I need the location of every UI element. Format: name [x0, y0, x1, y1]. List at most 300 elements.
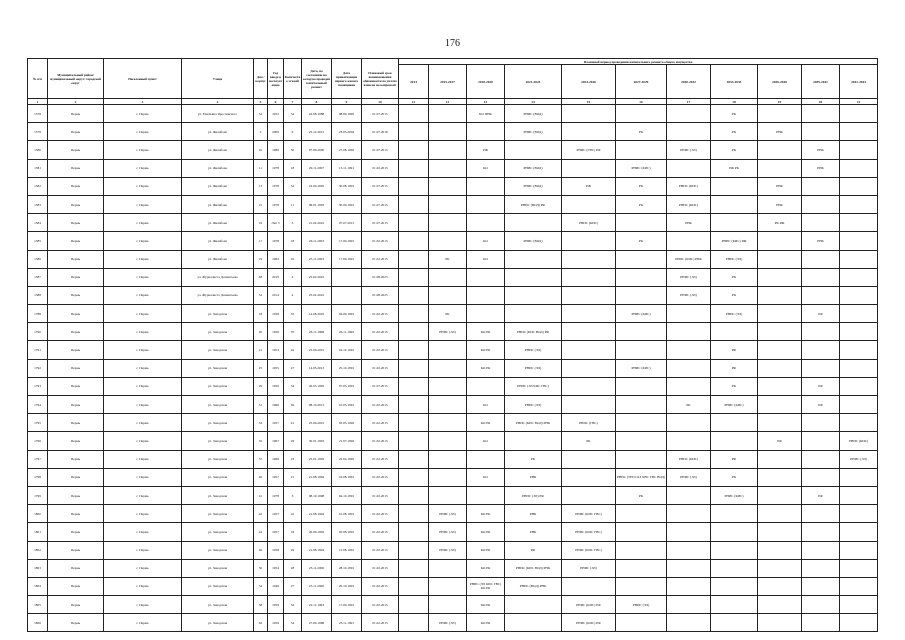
table-cell: РК: [711, 105, 758, 123]
table-cell: [429, 232, 467, 250]
table-cell: РК РЖ: [758, 214, 802, 232]
table-cell: [840, 232, 878, 250]
table-row: [28, 577, 878, 595]
table-cell: г. Пермь: [104, 559, 182, 577]
table-cell: 01.02.2015: [362, 596, 399, 614]
table-cell: 27.09.1998: [302, 614, 332, 632]
table-cell: Пермь: [48, 123, 104, 141]
table-cell: РНК: [802, 141, 840, 159]
table-cell: КО РК: [467, 614, 505, 632]
table-cell: 1379: [28, 123, 48, 141]
table-cell: 1387: [28, 268, 48, 286]
table-cell: [467, 177, 505, 195]
table-cell: [429, 123, 467, 141]
table-cell: ул. Журналиста Дементьева: [182, 286, 254, 304]
table-cell: [802, 577, 840, 595]
table-cell: [505, 286, 562, 304]
table-cell: РНИС (ГВС): [562, 414, 616, 432]
table-cell: г. Пермь: [104, 541, 182, 559]
table-cell: РНИС (ЭЛ): [429, 614, 467, 632]
table-cell: 54: [254, 577, 268, 595]
table-cell: Пермь: [48, 159, 104, 177]
table-cell: Пермь: [48, 105, 104, 123]
table-cell: 1380: [28, 141, 48, 159]
table-cell: 21: [284, 468, 302, 486]
table-cell: 1794: [28, 396, 48, 414]
table-cell: 30.09.1991: [332, 195, 362, 213]
column-number: 2: [48, 99, 104, 105]
table-cell: [840, 305, 878, 323]
table-cell: [758, 450, 802, 468]
table-cell: ул. Желябова: [182, 195, 254, 213]
table-cell: РНИС (КИС ВОД) РФ: [505, 323, 562, 341]
table-cell: РК: [616, 232, 667, 250]
table-cell: 1381: [28, 159, 48, 177]
table-cell: [802, 323, 840, 341]
table-row: [28, 396, 878, 414]
table-cell: [667, 377, 711, 395]
table-cell: [399, 286, 429, 304]
table-cell: 48: [254, 268, 268, 286]
table-row: [28, 523, 878, 541]
table-cell: 42: [254, 505, 268, 523]
table-cell: [802, 432, 840, 450]
table-cell: [616, 250, 667, 268]
table-cell: РНИС (КИС): [667, 177, 711, 195]
table-cell: РНИС (ВОД): [505, 177, 562, 195]
table-cell: 1805: [28, 596, 48, 614]
table-cell: [562, 377, 616, 395]
table-cell: КО: [467, 159, 505, 177]
table-cell: 1955: [268, 359, 284, 377]
table-cell: 07.07.2013: [332, 214, 362, 232]
table-cell: РК: [616, 195, 667, 213]
table-cell: КО ПНК: [467, 105, 505, 123]
table-cell: 01.08.2023: [362, 268, 399, 286]
table-cell: 15.11.1991: [332, 159, 362, 177]
header-planned-term: Плановый срок возникновения обязанности по уплате взносов на капремонт: [362, 59, 399, 99]
table-cell: 1382: [28, 177, 48, 195]
table-cell: 32: [284, 596, 302, 614]
table-row: [28, 450, 878, 468]
table-cell: РНИС (КИС): [616, 159, 667, 177]
table-cell: КО: [467, 250, 505, 268]
table-cell: 27.08.1992: [332, 141, 362, 159]
table-cell: 1797: [28, 450, 48, 468]
table-cell: ул. Заводская: [182, 305, 254, 323]
table-cell: [505, 432, 562, 450]
table-cell: РФ: [802, 377, 840, 395]
table-cell: РНИС (ГВС) РФ: [562, 141, 616, 159]
table-cell: Пермь: [48, 559, 104, 577]
column-number: 17: [667, 99, 711, 105]
table-cell: РК: [616, 486, 667, 504]
column-number: 5: [254, 99, 268, 105]
table-cell: [562, 577, 616, 595]
table-cell: 01.07.2015: [362, 377, 399, 395]
table-cell: РНИС (ЭЛ): [429, 323, 467, 341]
table-cell: [802, 359, 840, 377]
table-cell: 09.01.1993: [302, 195, 332, 213]
table-cell: [562, 232, 616, 250]
table-cell: [399, 268, 429, 286]
table-cell: Пермь: [48, 250, 104, 268]
table-cell: 20.05.1995: [302, 377, 332, 395]
table-cell: 1788: [28, 305, 48, 323]
table-cell: 32: [254, 105, 268, 123]
table-cell: Пермь: [48, 214, 104, 232]
table-row: [28, 377, 878, 395]
table-cell: 1790: [28, 323, 48, 341]
table-row: [28, 323, 878, 341]
table-cell: РК: [616, 177, 667, 195]
period-2018-2020: 2018-2020: [467, 65, 505, 99]
table-cell: 45: [284, 250, 302, 268]
table-cell: [667, 577, 711, 595]
table-cell: 29.11.2007: [302, 159, 332, 177]
table-cell: Пермь: [48, 486, 104, 504]
table-cell: [711, 577, 758, 595]
table-cell: 1957: [268, 414, 284, 432]
table-cell: ул. Заводская: [182, 577, 254, 595]
table-cell: 1956: [268, 323, 284, 341]
table-cell: [562, 123, 616, 141]
table-cell: 29: [284, 541, 302, 559]
table-cell: 4: [284, 268, 302, 286]
column-number: 12: [429, 99, 467, 105]
table-cell: [711, 596, 758, 614]
table-cell: [562, 450, 616, 468]
table-cell: 25.10.1991: [332, 359, 362, 377]
table-cell: [758, 614, 802, 632]
table-cell: ул. Заводская: [182, 341, 254, 359]
table-cell: 01.02.2015: [362, 468, 399, 486]
table-cell: 01.07.2015: [362, 195, 399, 213]
table-cell: [758, 541, 802, 559]
table-cell: РНИС (ЭЛ) РФ: [505, 486, 562, 504]
table-cell: [562, 105, 616, 123]
table-cell: [667, 559, 711, 577]
table-cell: [505, 250, 562, 268]
column-number: 21: [840, 99, 878, 105]
table-cell: [429, 559, 467, 577]
table-cell: [758, 250, 802, 268]
table-cell: 54: [284, 614, 302, 632]
table-cell: 9: [284, 123, 302, 141]
table-cell: [399, 432, 429, 450]
table-cell: [616, 414, 667, 432]
table-cell: 3: [254, 123, 268, 141]
table-cell: 20.10.1991: [332, 577, 362, 595]
table-cell: 41: [284, 414, 302, 432]
table-cell: [467, 450, 505, 468]
table-cell: [758, 396, 802, 414]
table-cell: 35: [254, 432, 268, 450]
table-cell: 25.11.2003: [302, 250, 332, 268]
header-floors: Количество этажей: [284, 59, 302, 99]
table-cell: 17.09.1991: [332, 250, 362, 268]
table-cell: [467, 486, 505, 504]
table-cell: [429, 177, 467, 195]
column-number: 19: [758, 99, 802, 105]
table-cell: 62: [254, 614, 268, 632]
table-cell: РНК: [505, 523, 562, 541]
period-2033-2035: 2033-2035: [711, 65, 758, 99]
table-cell: [758, 523, 802, 541]
table-cell: 1957: [268, 468, 284, 486]
table-cell: Пермь: [48, 432, 104, 450]
period-2036-2038: 2036-2038: [758, 65, 802, 99]
table-cell: РНИС (ЭЛ): [505, 359, 562, 377]
table-cell: ул. Желябова: [182, 232, 254, 250]
table-cell: 23.03.2004: [332, 123, 362, 141]
table-cell: КО РК: [467, 359, 505, 377]
table-cell: РНИС (ЭЛ): [667, 268, 711, 286]
table-cell: РНИС (ЭЛ): [429, 541, 467, 559]
column-number: 8: [302, 99, 332, 105]
table-row: [28, 159, 878, 177]
table-cell: 04.10.1991: [332, 486, 362, 504]
table-cell: [399, 614, 429, 632]
table-row: [28, 195, 878, 213]
table-cell: [467, 195, 505, 213]
table-cell: 25.11.2000: [302, 577, 332, 595]
column-number: 18: [711, 99, 758, 105]
table-cell: 1801: [28, 523, 48, 541]
table-cell: 1804: [28, 577, 48, 595]
table-cell: ул. Заводская: [182, 377, 254, 395]
table-cell: [399, 159, 429, 177]
table-cell: [562, 486, 616, 504]
table-cell: РК: [711, 268, 758, 286]
table-cell: [399, 523, 429, 541]
table-cell: [616, 341, 667, 359]
table-cell: [758, 232, 802, 250]
table-cell: [711, 559, 758, 577]
table-cell: ул. Заводская: [182, 396, 254, 414]
table-cell: 16.12.1991: [332, 341, 362, 359]
table-cell: [758, 105, 802, 123]
table-cell: [758, 141, 802, 159]
table-cell: [667, 341, 711, 359]
table-cell: [616, 432, 667, 450]
table-cell: РНК: [758, 123, 802, 141]
table-cell: Пермь: [48, 468, 104, 486]
table-row: [28, 432, 878, 450]
table-row: [28, 505, 878, 523]
table-cell: Пермь: [48, 195, 104, 213]
table-cell: 1388: [28, 286, 48, 304]
table-cell: ул. Емельяна Ярославского: [182, 105, 254, 123]
table-cell: [562, 286, 616, 304]
column-number: 16: [616, 99, 667, 105]
table-cell: РНИС (ЭЛ): [616, 596, 667, 614]
table-cell: 16: [254, 214, 268, 232]
table-cell: 28.10.1991: [332, 559, 362, 577]
table-cell: РНИС (КИС) РЖ: [711, 232, 758, 250]
table-cell: Пермь: [48, 614, 104, 632]
table-cell: [667, 596, 711, 614]
table-cell: РНИС (ВОД) РФ: [505, 195, 562, 213]
table-cell: [802, 505, 840, 523]
table-cell: г. Пермь: [104, 268, 182, 286]
table-cell: ул. Заводская: [182, 414, 254, 432]
table-cell: [758, 359, 802, 377]
table-cell: [429, 450, 467, 468]
table-cell: Пермь: [48, 286, 104, 304]
table-cell: 1978: [268, 177, 284, 195]
table-cell: 14.05.2013: [302, 359, 332, 377]
table-cell: РНИС (ТЕП ГАЗ ХВС ГВС ВОД): [616, 468, 667, 486]
table-cell: [429, 268, 467, 286]
table-cell: РФ: [711, 359, 758, 377]
table-cell: Пермь: [48, 396, 104, 414]
header-street: Улица: [182, 59, 254, 99]
table-cell: [505, 214, 562, 232]
table-cell: 52: [254, 286, 268, 304]
table-cell: 1980: [268, 141, 284, 159]
table-cell: 31: [254, 396, 268, 414]
table-cell: [840, 559, 878, 577]
table-cell: [616, 105, 667, 123]
table-cell: г. Пермь: [104, 450, 182, 468]
table-row: [28, 359, 878, 377]
table-cell: 11: [284, 195, 302, 213]
table-cell: 03.03.1992: [332, 414, 362, 432]
table-cell: [667, 432, 711, 450]
table-cell: ул. Желябова: [182, 214, 254, 232]
table-cell: [711, 214, 758, 232]
table-cell: ул. Желябова: [182, 177, 254, 195]
table-cell: ул. Заводская: [182, 614, 254, 632]
table-cell: [840, 396, 878, 414]
table-cell: [562, 159, 616, 177]
table-cell: 22.04.1992: [332, 450, 362, 468]
table-cell: 27: [284, 577, 302, 595]
header-year-built: Год ввода в эксплуатацию: [268, 59, 284, 99]
table-cell: РНИС (КИС ГВС): [562, 541, 616, 559]
column-number: 6: [268, 99, 284, 105]
table-cell: 1958: [268, 305, 284, 323]
table-row: [28, 268, 878, 286]
table-cell: РНИС (КИС ВОД) РНК: [505, 559, 562, 577]
table-cell: г. Пермь: [104, 177, 182, 195]
table-cell: [505, 614, 562, 632]
table-cell: [840, 286, 878, 304]
column-number: 13: [467, 99, 505, 105]
table-row: [28, 559, 878, 577]
table-cell: 01.02.2015: [362, 250, 399, 268]
table-cell: [840, 359, 878, 377]
table-row: [28, 123, 878, 141]
table-cell: [616, 505, 667, 523]
table-cell: 15: [254, 195, 268, 213]
table-cell: РФ: [802, 396, 840, 414]
column-number: 11: [399, 99, 429, 105]
table-cell: КО РК: [467, 541, 505, 559]
table-row: [28, 250, 878, 268]
table-cell: РНИС (ВОД) РНК: [505, 577, 562, 595]
table-cell: [332, 286, 362, 304]
table-cell: 1791: [28, 341, 48, 359]
table-cell: [711, 523, 758, 541]
table-cell: РНИС (КИС) РФ: [562, 596, 616, 614]
table-cell: 4: [284, 286, 302, 304]
table-cell: [711, 505, 758, 523]
table-cell: РК: [711, 468, 758, 486]
table-cell: 1802: [28, 541, 48, 559]
table-cell: [802, 341, 840, 359]
table-cell: РНК: [505, 468, 562, 486]
table-cell: [802, 414, 840, 432]
table-cell: 1378: [28, 105, 48, 123]
table-cell: 3: [284, 486, 302, 504]
table-cell: [429, 377, 467, 395]
table-cell: [399, 123, 429, 141]
table-cell: 54: [284, 105, 302, 123]
table-cell: 23: [284, 450, 302, 468]
table-cell: 01.02.2015: [362, 305, 399, 323]
table-cell: ул. Заводская: [182, 559, 254, 577]
table-cell: [758, 305, 802, 323]
table-cell: Пермь: [48, 577, 104, 595]
header-municipality: Муниципальный район/ муниципальный округ/ городской округ: [48, 59, 104, 99]
table-cell: [802, 596, 840, 614]
table-cell: 40: [254, 468, 268, 486]
table-cell: ул. Журналиста Дементьева: [182, 268, 254, 286]
table-cell: [429, 396, 467, 414]
table-cell: 20: [254, 323, 268, 341]
table-cell: 04.09.1991: [332, 305, 362, 323]
table-cell: РФ: [758, 432, 802, 450]
table-cell: 08.10.2013: [302, 396, 332, 414]
table-cell: [616, 377, 667, 395]
table-cell: [840, 414, 878, 432]
table-cell: 08.09.1995: [332, 105, 362, 123]
table-cell: 32: [254, 414, 268, 432]
table-cell: 1383: [28, 195, 48, 213]
table-cell: 21.08.1994: [302, 505, 332, 523]
table-cell: КО: [467, 232, 505, 250]
header-date-privatization: Дата приватизации первого жилого помещения: [332, 59, 362, 99]
table-cell: [840, 523, 878, 541]
table-cell: г. Пермь: [104, 523, 182, 541]
table-cell: РФ: [802, 486, 840, 504]
table-cell: [467, 214, 505, 232]
table-cell: 01.02.2015: [362, 541, 399, 559]
table-row: [28, 177, 878, 195]
table-cell: ул. Заводская: [182, 523, 254, 541]
table-cell: [467, 377, 505, 395]
table-cell: [505, 141, 562, 159]
table-cell: РНК: [758, 177, 802, 195]
table-cell: 2014: [268, 286, 284, 304]
table-cell: 25.11.2000: [302, 559, 332, 577]
table-cell: [802, 177, 840, 195]
table-cell: г. Пермь: [104, 432, 182, 450]
table-cell: [802, 250, 840, 268]
table-cell: [505, 596, 562, 614]
period-2015-2017: 2015-2017: [429, 65, 467, 99]
period-2024-2026: 2024-2026: [562, 65, 616, 99]
table-cell: [399, 377, 429, 395]
table-cell: [505, 305, 562, 323]
table-cell: [562, 323, 616, 341]
table-cell: ул. Заводская: [182, 596, 254, 614]
table-row: [28, 486, 878, 504]
table-cell: [840, 596, 878, 614]
table-cell: 1954: [268, 559, 284, 577]
